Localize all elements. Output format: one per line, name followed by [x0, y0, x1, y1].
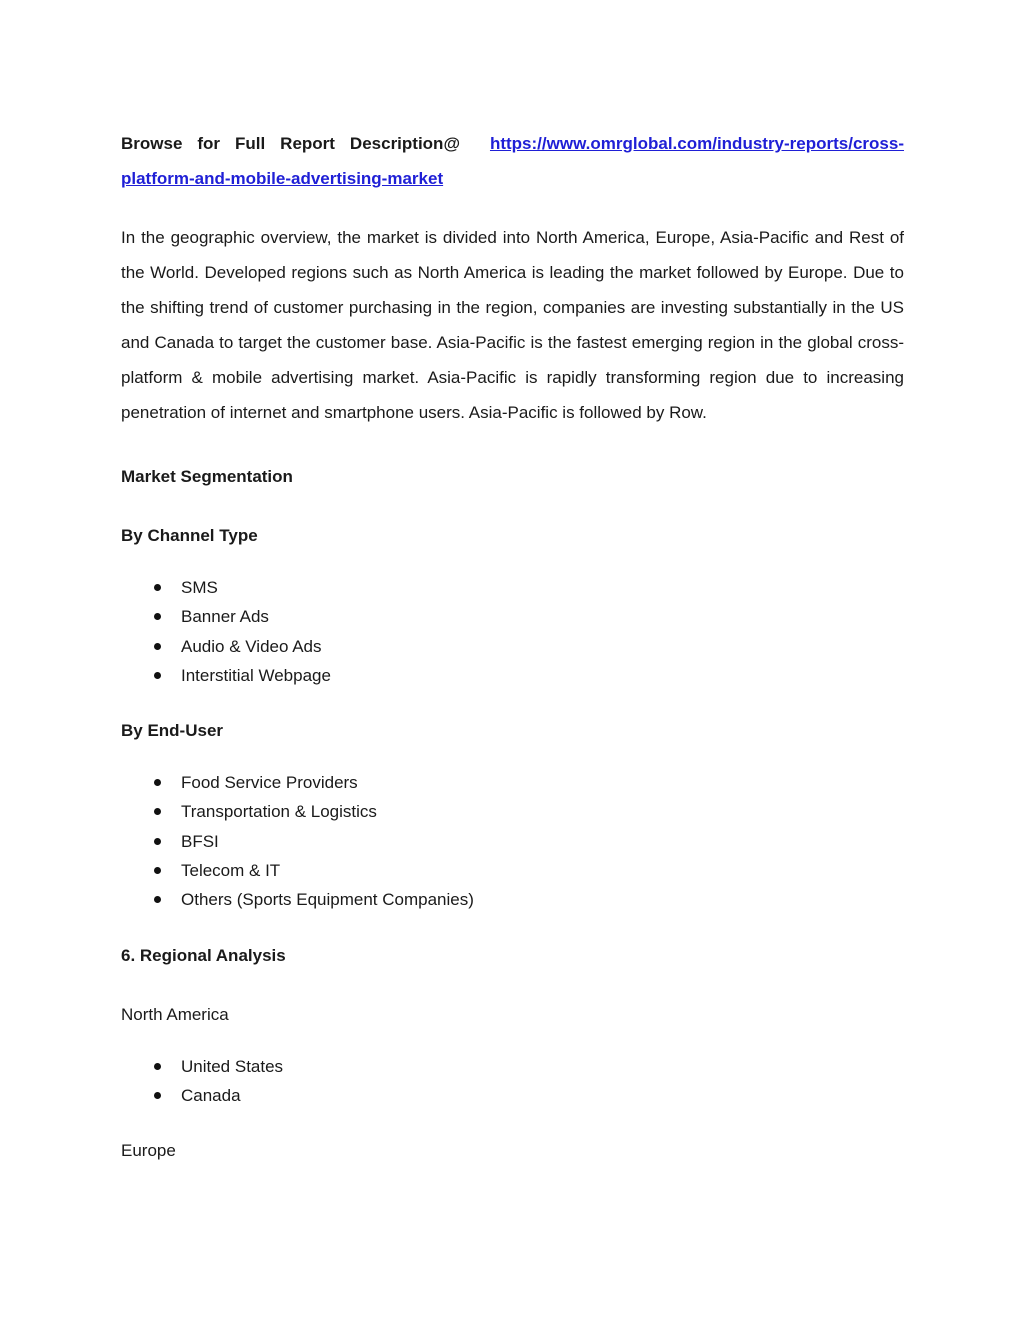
bullet-icon: [154, 779, 161, 786]
list-item-label: SMS: [181, 578, 218, 597]
list-item: [121, 797, 904, 826]
list-item: [121, 1052, 904, 1081]
list-item-label: Banner Ads: [181, 607, 269, 627]
list-item: [121, 602, 904, 631]
channel-type-heading: By Channel Type: [121, 526, 258, 545]
list-item: [121, 573, 904, 602]
report-link[interactable]: https://www.omrglobal.com/industry-reports/cross-platform-and-mobile-advertising-market: [121, 134, 904, 188]
bullet-icon: [154, 808, 161, 815]
north-america-heading: North America: [121, 1004, 229, 1024]
list-item: [121, 827, 904, 856]
channel-type-list: [121, 573, 904, 690]
list-item: [121, 768, 904, 797]
end-user-heading: By End-User: [121, 721, 224, 741]
north-america-list: [121, 1052, 904, 1111]
browse-label: Browse for Full Report Description@: [121, 134, 461, 153]
list-item-label: Telecom & IT: [181, 861, 281, 881]
document-page: [121, 126, 904, 1163]
list-item-label: BFSI: [181, 831, 219, 851]
bullet-icon: [154, 613, 161, 620]
bullet-icon: [154, 896, 161, 903]
europe-heading: Europe: [121, 1141, 176, 1161]
bullet-icon: [154, 643, 161, 650]
list-item-label: United States: [181, 1056, 284, 1076]
list-item-label: Transportation & Logistics: [181, 802, 377, 822]
end-user-list: [121, 768, 904, 914]
list-item-label: Audio & Video Ads: [181, 636, 322, 656]
list-item-label: Others (Sports Equipment Companies): [181, 890, 474, 910]
overview-paragraph: In the geographic overview, the market is divided into North America, Europe, Asia-Pacific and Rest of the World. Developed regions such as North America is leading the market followed by Europe. Due to the shifting trend of customer purchasing in the region, companies are investing substantially in the US and Canada to target the customer base. Asia-Pacific is the fastest emerging region in the global cross-platform & mobile advertising market. Asia-Pacific is rapidly transforming region due to increasing penetration of internet and smartphone users. Asia-Pacific is followed by Row.: [121, 228, 904, 422]
list-item: [121, 661, 904, 690]
regional-analysis-heading: 6. Regional Analysis: [121, 945, 286, 965]
browse-line: [121, 126, 904, 196]
market-segmentation-heading: Market Segmentation: [121, 467, 293, 486]
bullet-icon: [154, 584, 161, 591]
bullet-icon: [154, 1092, 161, 1099]
list-item: [121, 632, 904, 661]
list-item-label: Interstitial Webpage: [181, 665, 331, 685]
bullet-icon: [154, 1063, 161, 1070]
list-item: [121, 856, 904, 885]
bullet-icon: [154, 672, 161, 679]
list-item: [121, 1081, 904, 1110]
list-item-label: Canada: [181, 1085, 241, 1105]
list-item: [121, 885, 904, 914]
bullet-icon: [154, 867, 161, 874]
list-item-label: Food Service Providers: [181, 773, 358, 793]
bullet-icon: [154, 838, 161, 845]
